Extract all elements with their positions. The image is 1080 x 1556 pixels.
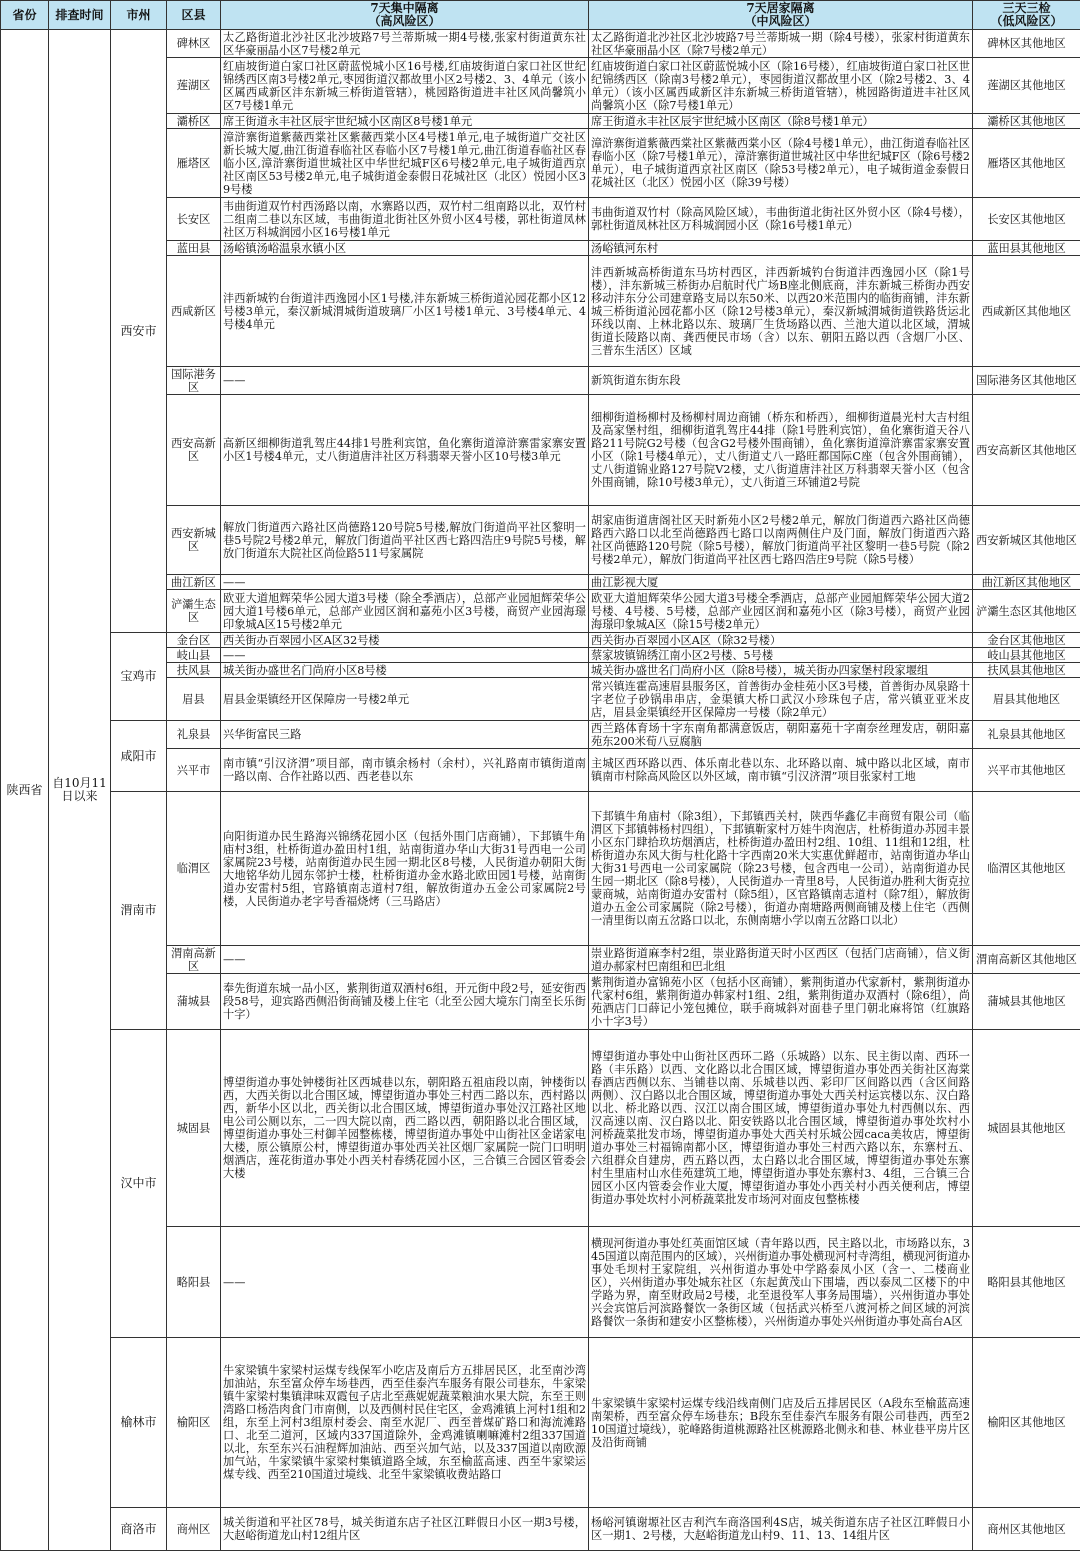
county-cell: 略阳县: [167, 1227, 221, 1338]
low-risk-cell: 西安新城区其他地区: [973, 506, 1080, 575]
high-risk-cell: 汤峪镇汤峪温泉水镇小区: [221, 241, 589, 256]
table-row: [1, 633, 1080, 648]
mid-risk-cell: 牛家梁镇牛家梁村运煤专线沿线南侧门店及后五排居民区（A段东至榆蓝高速南架桥，西至富众停车场巷东；B段东至佳泰汽车服务有限公司巷西，西至210国道过境线），驼峰路街道桃源路社区桃源路北侧永和巷、林业巷平房片区及沿街商铺: [589, 1338, 973, 1508]
low-risk-cell: 浐灞生态区其他地区: [973, 590, 1080, 633]
county-cell: 西安新城区: [167, 506, 221, 575]
low-risk-cell: 曲江新区其他地区: [973, 575, 1080, 590]
table-row: [1, 1508, 1080, 1551]
city-cell: 西安市: [111, 30, 167, 633]
mid-risk-cell: 汤峪镇河东村: [589, 241, 973, 256]
header-province: 省份: [1, 1, 49, 30]
mid-risk-cell: 城关街办盛世名门尚府小区（除8号楼），城关街办四家堡村段家堰组: [589, 663, 973, 678]
table-row: [1, 30, 1080, 58]
county-cell: 西咸新区: [167, 256, 221, 367]
low-risk-cell: 榆阳区其他地区: [973, 1338, 1080, 1508]
high-risk-cell: 解放门街道西六路社区尚德路120号院5号楼,解放门街道尚平社区黎明一巷5号院2号楼2单元，解放门街道尚平社区西七路四浩庄9号院5号楼，解放门街道东大院社区尚俭路511号家属院: [221, 506, 589, 575]
province-cell: 陕西省: [1, 30, 49, 1551]
low-risk-cell: 城固县其他地区: [973, 1030, 1080, 1227]
mid-risk-cell: 新筑街道东街东段: [589, 367, 973, 395]
mid-risk-cell: 西关街办百翠园小区A区（除32号楼）: [589, 633, 973, 648]
high-risk-cell: 牛家梁镇牛家梁村运煤专线保军小吃店及南后方五排居民区，北至南沙湾加油站，东至富众停车场巷西，西至佳泰汽车服务有限公司巷东，牛家梁镇牛家梁村集镇津味双霞包子店北至燕妮妮蔬菜粮油水果大院，东至王则湾路口杨浩肉食门市南侧，以及西侧村民住宅区，金鸡滩镇上河村1组和2组，东至上河村3组原村委会、南至水泥厂、西至普煤矿路口和海流滩路口、北至二道河，区域内337国道除外，金鸡滩镇喇嘛滩村2组337国道以北，东至东兴石油程辉加油站、西至兴加气站，以及337国道以南欧源加气站，牛家梁镇牛家梁村集镇道路全域，东至榆蓝高速、西至牛家梁运煤专线、西至210国道过境线、北至牛家梁镇收费站路口: [221, 1338, 589, 1508]
county-cell: 西安高新区: [167, 395, 221, 506]
header-row: [1, 1, 1080, 30]
mid-risk-cell: 漳浒寨街道紫薇西棠社区紫薇西棠小区（除4号楼1单元），曲江街道春临社区春临小区（除7号楼1单元），漳浒寨街道世城社区中华世纪城F区（除6号楼2单元），电子城街道西京社区南区（除53号楼2单元），电子城街道金泰假日花城社区（北区）悦园小区（除39号楼）: [589, 129, 973, 198]
low-risk-cell: 兴平市其他地区: [973, 749, 1080, 792]
low-risk-cell: 蒲城县其他地区: [973, 974, 1080, 1030]
mid-risk-cell: 太乙路街道北沙社区北沙坡路7号兰蒂斯城一期（除4号楼），张家村街道黄东社区华豪丽晶小区（除7号楼2单元）: [589, 30, 973, 58]
high-risk-cell: ——: [221, 1227, 589, 1338]
high-risk-cell: ——: [221, 648, 589, 663]
low-risk-cell: 长安区其他地区: [973, 198, 1080, 241]
high-risk-cell: 兴华街富民三路: [221, 721, 589, 749]
header-county: 区县: [167, 1, 221, 30]
low-risk-cell: 西咸新区其他地区: [973, 256, 1080, 367]
mid-risk-cell: 下邽镇牛角庙村（除3组），下邽镇西关村，陕西华鑫亿丰商贸有限公司（临渭区下邽镇韩杨村四组），下邽镇靳家村万娃牛肉泡店，杜桥街道办苏园丰景小区东门肆拾玖坊烟酒店，杜桥街道办盈田村2组、10组、11组和12组，杜桥街道办东风大街与杜化路十字西南20米大实惠优鲜超市，站南街道办华山大街31号西电一公司家属院（除23号楼，包含西电一公司），站南街道办民生园一期北区（除8号楼），人民街道办一青里8号，人民街道办胜利大街克拉蒙商城，站南街道办安雷村（除5组），区官路镇南志道村（除7组），解放街道办五金公司家属院（除2号楼），街道办南塘路两侧商铺及楼上住宅（西侧一清里街以南五岔路口以北，东侧南塘小学以南五岔路口以北）: [589, 792, 973, 946]
high-risk-cell: 博望街道办事处钟楼街社区西城巷以东，朝阳路五祖庙段以南，钟楼街以西，大西关街以北合围区域，博望街道办事处三村西二路以东，西村路以西，新华小区以北，西关街以北合围区域，博望街道办事处汉江路社区地电公司公厕以东，二一四大院以南，西二路以西，朝阳路以北合围区域，博望街道办事处三村御羊园整栋楼，博望街道办事处中山街社区金诺家电大楼，原公镇原公村，博望街道办事处西关社区烟厂家属院一院门口明明烟酒店，莲花街道办事处小西关村春绣花园小区，三合镇三合园区管委会大楼: [221, 1030, 589, 1227]
mid-risk-cell: 韦曲街道双竹村（除高风险区域），韦曲街道北街社区外贸小区（除4号楼），郭杜街道凤林社区万科城润园小区（除16号楼1单元）: [589, 198, 973, 241]
high-risk-cell: 城关街道和平社区78号，城关街道东店子社区江畔假日小区一期3号楼，大赵峪街道龙山村12组片区: [221, 1508, 589, 1551]
city-cell: 咸阳市: [111, 721, 167, 792]
header-mid-risk: 7天居家隔离 （中风险区）: [589, 1, 973, 30]
low-risk-cell: 雁塔区其他地区: [973, 129, 1080, 198]
table-row: [1, 1338, 1080, 1508]
high-risk-cell: 太乙路街道北沙社区北沙坡路7号兰蒂斯城一期4号楼,张家村街道黄东社区华豪丽晶小区7号楼2单元: [221, 30, 589, 58]
mid-risk-cell: 杨峪河镇谢塬社区吉利汽车商洛国利4S店，城关街道东店子社区江畔假日小区一期1、2号楼，大赵峪街道龙山村9、11、13、14组片区: [589, 1508, 973, 1551]
low-risk-cell: 眉县其他地区: [973, 678, 1080, 721]
mid-risk-cell: 胡家庙街道唐阁社区天时新苑小区2号楼2单元，解放门街道西六路社区尚德路西六路口以北至尚德路西七路口以南两侧住户及门面，解放门街道西六路社区尚德路120号院（除5号楼），解放门街道尚平社区黎明一巷5号院（除2号楼2单元），解放门街道尚平社区西七路四浩庄9号院（除5号楼）: [589, 506, 973, 575]
high-risk-cell: 欧亚大道旭辉荣华公园大道3号楼（除全季酒店），总部产业园旭辉荣华公园大道1号楼6单元，总部产业园区润和嘉苑小区3号楼，商贸产业园海璟印象城A区15号楼2单元: [221, 590, 589, 633]
county-cell: 蒲城县: [167, 974, 221, 1030]
county-cell: 商州区: [167, 1508, 221, 1551]
low-risk-cell: 礼泉县其他地区: [973, 721, 1080, 749]
table-row: [1, 1030, 1080, 1227]
mid-risk-cell: 崇业路街道麻李村2组，崇业路街道天时小区西区（包括门店商铺），信义街道办郝家村巴南组和巴北组: [589, 946, 973, 974]
county-cell: 渭南高新区: [167, 946, 221, 974]
city-cell: 渭南市: [111, 792, 167, 1030]
county-cell: 灞桥区: [167, 114, 221, 129]
county-cell: 蓝田县: [167, 241, 221, 256]
low-risk-cell: 国际港务区其他地区: [973, 367, 1080, 395]
county-cell: 金台区: [167, 633, 221, 648]
high-risk-cell: 南市镇“引汉济渭”项目部，南市镇余杨村（余村），兴礼路南市镇街道南一路以南、合作社路以西、西老巷以东: [221, 749, 589, 792]
header-low-risk: 三天三检 （低风险区）: [973, 1, 1080, 30]
mid-risk-cell: 横现河街道办事处红英面馆区域（青年路以西，民主路以北，市场路以东，345国道以南范围内的区域），兴州街道办事处横现河村寺湾组，横现河街道办事处毛坝村王家院组，兴州街道办事处中学路泰凤小区（含一、二楼商业区），兴州街道办事处城东社区（东起黄茂山下围墙，西以泰凤二区楼下的中学路为界，南至财政局2号楼，北至退役军人事务局围墙），兴州街道办事处兴会宾馆后河滨路餐饮一条街区域（包括武兴桥至八渡河桥之间区域的河滨路餐饮一条街和建安小区整栋楼），兴州街道办事处兴州街道办事处高台A区: [589, 1227, 973, 1338]
table-row: [1, 792, 1080, 946]
city-cell: 宝鸡市: [111, 633, 167, 721]
county-cell: 曲江新区: [167, 575, 221, 590]
county-cell: 碑林区: [167, 30, 221, 58]
low-risk-cell: 蓝田县其他地区: [973, 241, 1080, 256]
table-row: [1, 721, 1080, 749]
low-risk-cell: 碑林区其他地区: [973, 30, 1080, 58]
mid-risk-cell: 西兰路体育场十字东南角都满意饭店，朝阳嘉苑十字南奈丝理发店，朝阳嘉苑东200米荀八豆腐脑: [589, 721, 973, 749]
county-cell: 浐灞生态区: [167, 590, 221, 633]
mid-risk-cell: 沣西新城高桥街道东马坊村西区，沣西新城钓台街道沣西逸园小区（除1号楼），沣东新城三桥街办启航时代广场B座北侧底商，沣东新城三桥街办西安移动沣东分公司建章路支局以东50米、以西20米范围内的临街商铺，沣东新城三桥街道沁园花都小区（除12号楼3单元），秦汉新城渭城街道铁路货运北环线以南、上林北路以东、玻璃厂生货场路以西、兰池大道以北区域，渭城街道长陵路以南、龚西便民市场（含）以东、朝阳五路以西（含烟厂小区、三普东生活区）区域: [589, 256, 973, 367]
high-risk-cell: ——: [221, 367, 589, 395]
county-cell: 莲湖区: [167, 58, 221, 114]
high-risk-cell: 奉先街道东城一品小区，紫荆街道双酒村6组，开元街中段2号，延安街西段58号，迎宾路西侧沿街商铺及楼上住宅（北至公园大境东门南至长乐街十字）: [221, 974, 589, 1030]
county-cell: 扶风县: [167, 663, 221, 678]
county-cell: 雁塔区: [167, 129, 221, 198]
low-risk-cell: 西安高新区其他地区: [973, 395, 1080, 506]
county-cell: 临渭区: [167, 792, 221, 946]
county-cell: 礼泉县: [167, 721, 221, 749]
mid-risk-cell: 红庙坡街道白家口社区蔚蓝悦城小区（除16号楼），红庙坡街道白家口社区世纪锦绣西区（除南3号楼2单元），枣园街道汉都故里小区（除2号楼2、3、4单元）（该小区属西咸新区沣东新城三桥街道管辖），桃园路街道进丰社区风尚馨筑小区（除7号楼1单元）: [589, 58, 973, 114]
high-risk-cell: ——: [221, 575, 589, 590]
high-risk-cell: 眉县金渠镇经开区保障房一号楼2单元: [221, 678, 589, 721]
city-cell: 榆林市: [111, 1338, 167, 1508]
mid-risk-cell: 细柳街道杨柳村及杨柳村周边商铺（桥东和桥西），细柳街道晨光村大吉村组及高家堡村组，细柳街道乳驾庄44排（除1号胜利宾馆），鱼化寨街道天谷八路211号院G2号楼（包含G2号楼外围商铺），鱼化寨街道漳浒寨雷家寨安置小区（除1号楼4单元），丈八街道丈八一路旺都国际C座（包含外围商铺），丈八街道锦业路127号院V2楼，丈八街道唐沣社区万科翡翠天誉小区（包含外围商铺，除10号楼3单元），丈八街道三环铺道2号院: [589, 395, 973, 506]
high-risk-cell: 席王街道永丰社区辰宇世纪城小区南区8号楼1单元: [221, 114, 589, 129]
low-risk-cell: 略阳县其他地区: [973, 1227, 1080, 1338]
mid-risk-cell: 蔡家坡镇锦绣江南小区2号楼、5号楼: [589, 648, 973, 663]
mid-risk-cell: 博望街道办事处中山街社区西环二路（乐城路）以东、民主街以南、西环一路（丰乐路）以西、文化路以北合围区域，博望街道办事处西关街社区海棠春酒店西侧以东、当铺巷以南、乐城巷以西、彩印厂区间路以西（含区间路两侧）、汉白路以北合围区域，博望街道办事处大西关村运宾楼以东、汉白路以北、桥北路以西、汉江以南合围区域，博望街道办事处九村西侧以东、西汉高速以南、汉白路以北、阳安铁路以北合围区域，博望街道办事处坎村小河桥蔬菜批发市场，博望街道办事处大西关村乐城公园caca美妆店，博望街道办事处三村福锦南都小区，博望街道办事处三村西六路以东，东寨村五、六组群众自建房，西五路以西，太白路以北合围区域，博望街道办事处东寨村生里庙村山水佳苑建筑工地，博望街道办事处东寨村3、4组，三合镇三合园区小区内管委会作业大厦，博望街道办事处小西关村小西关便利店，博望街道办事处坎村小河桥蔬菜批发市场河对面皮包整栋楼: [589, 1030, 973, 1227]
county-cell: 城固县: [167, 1030, 221, 1227]
mid-risk-cell: 常兴镇连霍高速眉县服务区，首善街办金桂苑小区3号楼，首善街办凤泉路十字老位子砂锅串串店，金渠镇大桥口武汉小珍珠包子店，常兴镇亚亚米皮店，眉县金渠镇经开区保障房一号楼（除2单元）: [589, 678, 973, 721]
county-cell: 长安区: [167, 198, 221, 241]
mid-risk-cell: 曲江影视大厦: [589, 575, 973, 590]
low-risk-cell: 渭南高新区其他地区: [973, 946, 1080, 974]
high-risk-cell: 城关街办盛世名门尚府小区8号楼: [221, 663, 589, 678]
high-risk-cell: 漳浒寨街道紫薇西棠社区紫薇西棠小区4号楼1单元,电子城街道广交社区新长城大厦,曲江街道春临社区春临小区7号楼1单元,曲江街道春临社区春临小区,漳浒寨街道世城社区中华世纪城F区6号楼2单元,电子城街道西京社区南区53号楼2单元,电子城街道金泰假日花城社区（北区）悦园小区39号楼: [221, 129, 589, 198]
mid-risk-cell: 席王街道永丰社区辰宇世纪城小区南区（除8号楼1单元）: [589, 114, 973, 129]
county-cell: 榆阳区: [167, 1338, 221, 1508]
low-risk-cell: 扶风县其他地区: [973, 663, 1080, 678]
high-risk-cell: 高新区细柳街道乳驾庄44排1号胜利宾馆，鱼化寨街道漳浒寨雷家寨安置小区1号楼4单元，丈八街道唐沣社区万科翡翠天誉小区10号楼3单元: [221, 395, 589, 506]
county-cell: 兴平市: [167, 749, 221, 792]
high-risk-cell: 沣西新城钓台街道沣西逸园小区1号楼,沣东新城三桥街道沁园花都小区12号楼3单元，秦汉新城渭城街道玻璃厂小区1号楼1单元、3号楼4单元、4号楼4单元: [221, 256, 589, 367]
header-city: 市州: [111, 1, 167, 30]
high-risk-cell: 向阳街道办民生路海兴锦绣花园小区（包括外围门店商铺），下邽镇牛角庙村3组，杜桥街道办盈田村1组，站南街道办华山大街31号西电一公司家属院23号楼，站南街道办民生园一期北区8号楼，人民街道办朝阳大街大地铭华幼儿园东邻护士楼，杜桥街道办金水路北欧田园1号楼，站南街道办安雷村5组，官路镇南志道村7组，解放街道办五金公司家属院2号楼，人民街道办老字号香福烧烤（三马路店）: [221, 792, 589, 946]
header-time: 排查时间: [49, 1, 111, 30]
low-risk-cell: 金台区其他地区: [973, 633, 1080, 648]
low-risk-cell: 临渭区其他地区: [973, 792, 1080, 946]
time-cell: 自10月11日以来: [49, 30, 111, 1551]
low-risk-cell: 岐山县其他地区: [973, 648, 1080, 663]
mid-risk-cell: 紫荆街道办富锦苑小区（包括小区商铺），紫荆街道办代家新村，紫荆街道办代家村6组，紫荆街道办韩家村1组、2组，紫荆街道办双酒村（除6组），尚苑酒店门口薛记小笼包摊位，联手商城斜对面巷子里门朝北麻将馆（红旗路小十字3号）: [589, 974, 973, 1030]
high-risk-cell: 韦曲街道双竹村西汤路以南，水寨路以西，双竹村二组南路以北，双竹村二组南二巷以东区域，韦曲街道北街社区外贸小区4号楼，郭杜街道凤林社区万科城润园小区16号楼1单元: [221, 198, 589, 241]
city-cell: 汉中市: [111, 1030, 167, 1338]
high-risk-cell: 红庙坡街道白家口社区蔚蓝悦城小区16号楼,红庙坡街道白家口社区世纪锦绣西区南3号楼2单元,枣园街道汉都故里小区2号楼2、3、4单元（该小区属西咸新区沣东新城三桥街道管辖），桃园路街道进丰社区风尚馨筑小区7号楼1单元: [221, 58, 589, 114]
county-cell: 国际港务区: [167, 367, 221, 395]
low-risk-cell: 商州区其他地区: [973, 1508, 1080, 1551]
mid-risk-cell: 主城区西环路以西、体乐南北巷以东、北环路以南、城中路以北区域，南市镇南市村除高风险区以外区域，南市镇“引汉济渭”项目张家村工地: [589, 749, 973, 792]
high-risk-cell: ——: [221, 946, 589, 974]
header-high-risk: 7天集中隔离 （高风险区）: [221, 1, 589, 30]
county-cell: 岐山县: [167, 648, 221, 663]
county-cell: 眉县: [167, 678, 221, 721]
city-cell: 商洛市: [111, 1508, 167, 1551]
high-risk-cell: 西关街办百翠园小区A区32号楼: [221, 633, 589, 648]
low-risk-cell: 莲湖区其他地区: [973, 58, 1080, 114]
low-risk-cell: 灞桥区其他地区: [973, 114, 1080, 129]
mid-risk-cell: 欧亚大道旭辉荣华公园大道3号楼全季酒店，总部产业园旭辉荣华公园大道2号楼、4号楼、5号楼，总部产业园区润和嘉苑小区（除3号楼），商贸产业园海璟印象城A区（除15号楼2单元）: [589, 590, 973, 633]
table-body: [1, 30, 1080, 1551]
